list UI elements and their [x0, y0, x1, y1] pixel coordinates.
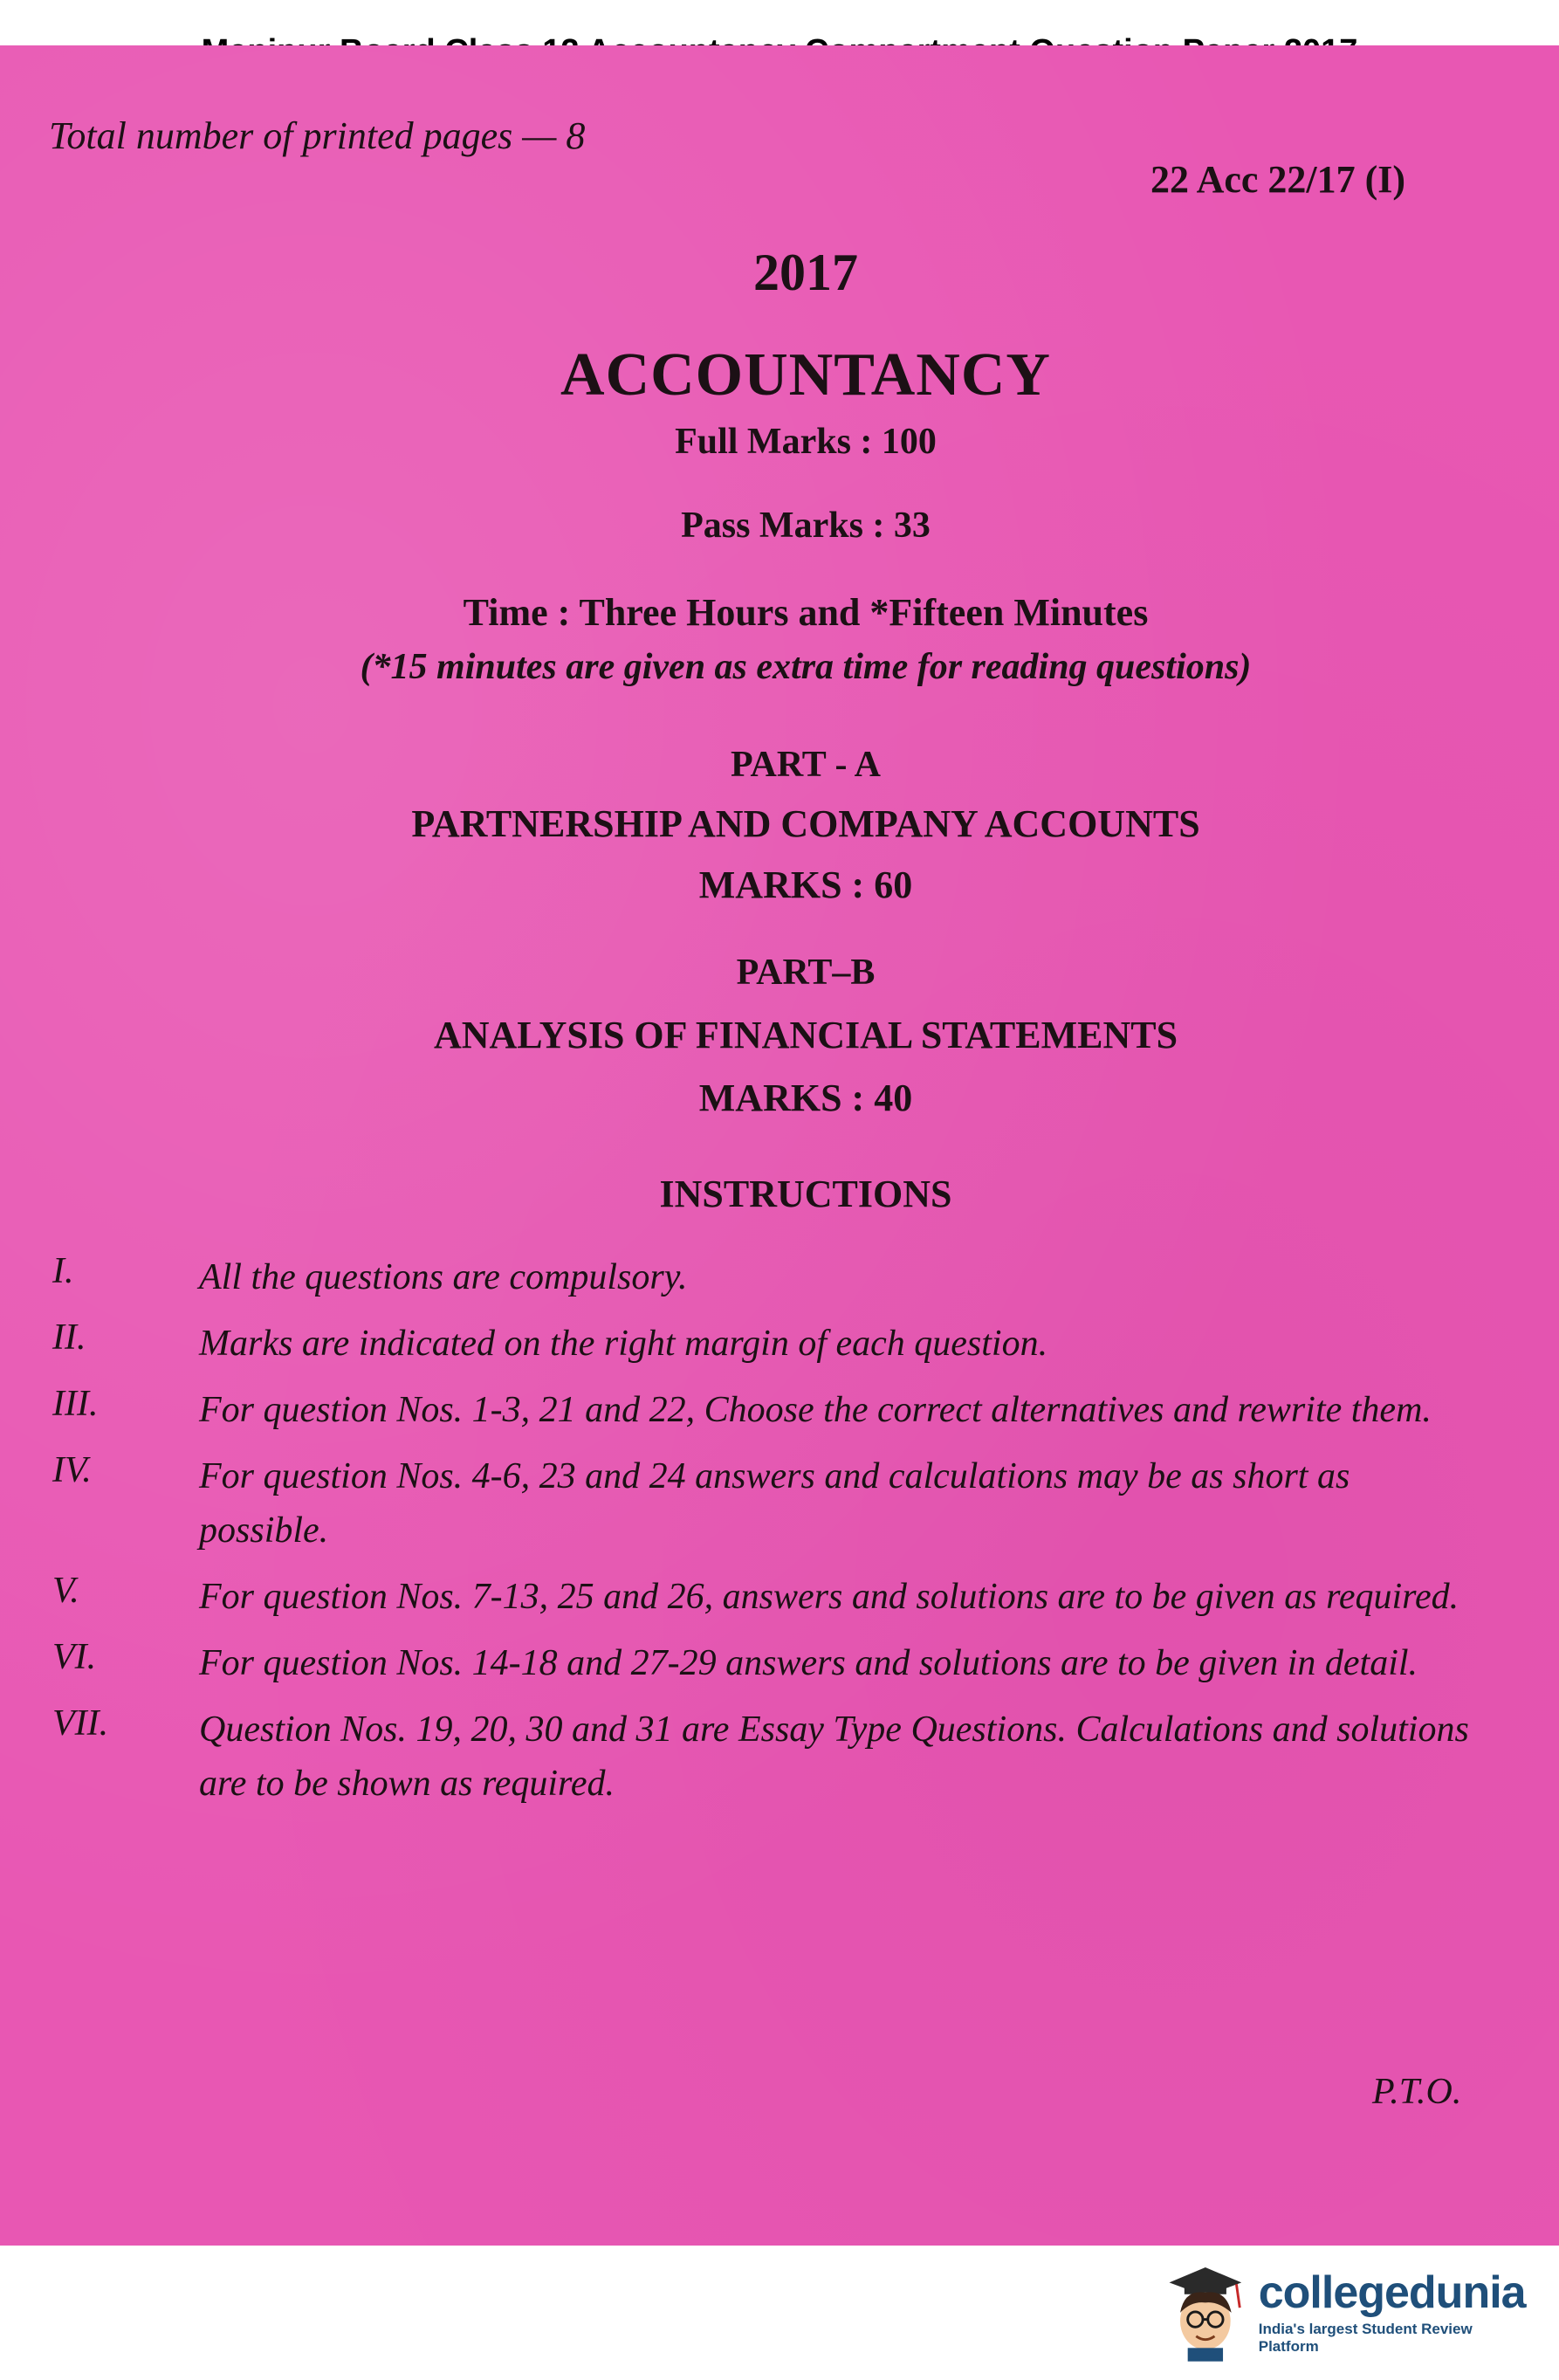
part-a-title: PARTNERSHIP AND COMPANY ACCOUNTS [411, 802, 1200, 845]
paper-code: 22 Acc 22/17 (I) [1150, 158, 1406, 201]
instruction-item [52, 1250, 1484, 1304]
collegedunia-logo[interactable] [1159, 2254, 1526, 2368]
part-b-title: ANALYSIS OF FINANCIAL STATEMENTS [433, 1014, 1178, 1056]
part-b-label: PART–B [736, 953, 876, 993]
instructions-list [52, 1250, 1484, 1823]
instruction-item [52, 1449, 1484, 1558]
instruction-item [52, 1702, 1484, 1811]
instruction-item [52, 1636, 1484, 1690]
instruction-text: For question Nos. 4-6, 23 and 24 answers and calculations may be as short as possible. [199, 1456, 1350, 1551]
time-note: (*15 minutes are given as extra time for reading questions) [360, 647, 1252, 687]
instruction-number: IV. [52, 1450, 92, 1490]
instruction-item [52, 1383, 1484, 1437]
instruction-number: V. [52, 1571, 79, 1611]
part-a-marks: MARKS : 60 [698, 863, 913, 906]
part-a-label: PART - A [731, 745, 881, 785]
instruction-number: III. [52, 1384, 99, 1424]
instruction-text: All the questions are compulsory. [199, 1257, 688, 1297]
instruction-text: For question Nos. 7-13, 25 and 26, answers and solutions are to be given as required. [199, 1577, 1459, 1617]
instruction-number: I. [52, 1251, 74, 1291]
instruction-item [52, 1570, 1484, 1624]
instruction-text: Marks are indicated on the right margin of each question. [199, 1324, 1048, 1364]
exam-time: Time : Three Hours and *Fifteen Minutes [463, 591, 1149, 634]
instruction-number: VI. [52, 1637, 97, 1677]
brand-name: collegedunia [1258, 2267, 1526, 2318]
exam-year: 2017 [753, 244, 858, 301]
pass-marks: Pass Marks : 33 [681, 506, 931, 546]
mascot-icon [1159, 2259, 1252, 2363]
pto-note: P.T.O. [1372, 2072, 1462, 2112]
printed-pages-note: Total number of printed pages — 8 [49, 114, 586, 157]
instruction-number: VII. [52, 1703, 109, 1744]
full-marks: Full Marks : 100 [675, 422, 937, 462]
instruction-text: Question Nos. 19, 20, 30 and 31 are Essay Type Questions. Calculations and solutions are to be shown as required. [199, 1709, 1469, 1804]
part-b-marks: MARKS : 40 [698, 1077, 913, 1119]
instructions-heading: INSTRUCTIONS [659, 1173, 952, 1215]
instruction-number: II. [52, 1317, 86, 1358]
instruction-text: For question Nos. 14-18 and 27-29 answers and solutions are to be given in detail. [199, 1643, 1418, 1683]
instruction-item [52, 1317, 1484, 1371]
instruction-text: For question Nos. 1-3, 21 and 22, Choose the correct alternatives and rewrite them. [199, 1390, 1432, 1430]
brand-tagline: India's largest Student Review Platform [1258, 2321, 1473, 2355]
subject-title: ACCOUNTANCY [560, 341, 1051, 409]
